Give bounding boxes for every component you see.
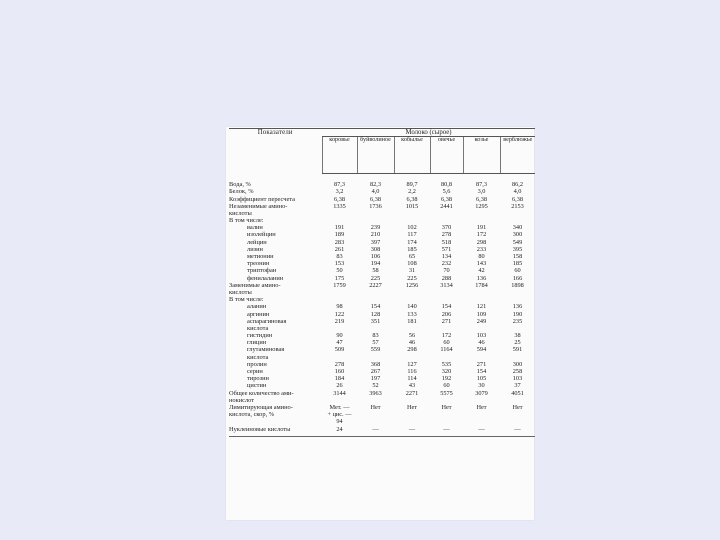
value-cell: 121 [476,303,487,311]
table-row [229,254,535,261]
row-label: кислоты [229,288,252,296]
table-body [229,174,535,436]
row-label: глицин [247,339,267,347]
value-cell: 267 [370,368,381,375]
value-cell: 1784 [475,281,488,289]
value-cell: 535 [441,360,452,368]
value-cell: 80 [478,253,485,260]
value-cell: 60 [443,382,450,390]
table-row [229,376,535,383]
value-cell: 6,38 [511,195,524,203]
value-cell: 2153 [511,202,524,210]
value-cell: 233 [476,245,487,253]
value-cell: 50 [336,267,343,275]
value-cell: 6,38 [333,195,346,203]
value-cell: 43 [408,382,416,390]
value-cell: 58 [372,267,379,275]
value-cell: 117 [407,231,417,239]
value-cell: 559 [370,346,381,354]
value-cell: 172 [441,332,452,340]
value-cell: 174 [407,238,417,246]
value-cell: 192 [441,375,452,383]
value-cell: 42 [478,267,485,275]
value-cell: 82,3 [369,181,382,189]
table-row [229,218,535,225]
value-cell: Нет [406,403,418,411]
value-cell: 52 [372,382,379,390]
value-cell: 3963 [369,389,382,397]
value-cell [357,290,394,297]
value-cell [357,211,394,218]
value-cell: 591 [512,346,523,354]
value-cell: 102 [407,224,417,232]
row-label: Лимитирующая амино- [229,403,293,411]
value-cell: Нет [441,403,452,411]
value-cell: 26 [336,382,343,390]
value-cell: 94 [336,418,343,426]
row-label: Общее количество ами- [229,389,294,397]
row-label: нокислот [229,396,255,404]
row-label: фенилаланин [247,274,284,282]
value-cell: 105 [476,375,487,383]
value-cell: 87,3 [333,181,346,189]
value-cell: 1759 [333,281,346,289]
value-cell: 4,0 [371,188,380,196]
value-cell [500,211,535,218]
value-cell: 60 [514,267,521,275]
table-row [229,427,535,437]
value-cell [500,412,535,419]
value-cell: 114 [407,375,417,383]
value-cell: 89,7 [406,181,418,189]
value-cell [430,290,463,297]
value-cell: 239 [370,224,381,232]
value-cell: 3144 [333,389,346,397]
row-label: метионин [247,253,274,260]
row-label: треонин [247,260,270,268]
value-cell: 288 [441,274,452,282]
value-cell: 30 [478,382,485,390]
row-label: пролин [247,360,267,368]
value-cell: 65 [408,253,416,260]
value-cell: 283 [334,238,345,246]
value-cell: 46 [408,339,416,347]
table-row [229,391,535,398]
value-cell: 184 [334,375,345,383]
row-label: Белок, % [229,188,254,196]
value-cell: 1335 [333,202,346,210]
value-cell: 134 [441,253,452,260]
value-cell: 106 [370,253,381,260]
value-cell: Мет. — [329,403,350,411]
table-row [229,319,535,326]
value-cell: 300 [512,360,523,368]
value-cell: 90 [336,332,343,340]
value-cell: 136 [512,303,523,311]
row-label: В том числе: [229,296,264,304]
value-cell: 31 [408,267,416,275]
value-cell: Нет [512,403,523,411]
value-cell: 271 [441,317,452,325]
scanned-table-page [226,127,534,520]
value-cell: 1256 [405,281,419,289]
value-cell: — [430,427,463,437]
value-cell [322,211,357,218]
row-label: лизин [247,245,263,253]
value-cell: Нет [476,403,487,411]
row-label: аспарагиновая [247,317,287,325]
row-label: кислоты [229,209,252,217]
value-cell: 300 [512,231,523,239]
value-cell: 3079 [475,389,488,397]
table-row [229,412,535,419]
value-cell [394,412,430,419]
row-label: цистин [247,382,267,390]
value-cell: 1015 [405,202,419,210]
table-row [229,369,535,376]
value-cell: 175 [334,274,345,282]
value-cell: 206 [441,310,452,318]
col-header-sheep: овечье [430,137,463,174]
value-cell: 166 [512,274,523,282]
value-cell: 6,38 [475,195,488,203]
row-label: кислота, скор, % [229,411,275,419]
value-cell: 370 [441,224,452,232]
value-cell: 83 [336,253,343,260]
value-cell: 133 [407,310,417,318]
value-cell: 509 [334,346,345,354]
value-cell: 83 [372,332,379,340]
value-cell: 185 [407,245,417,253]
value-cell: 549 [512,238,523,246]
value-cell: 571 [441,245,452,253]
table-row [229,304,535,311]
value-cell: 2271 [405,389,419,397]
value-cell: 3,2 [335,188,344,196]
table-row [229,326,535,333]
row-label: тирозин [247,375,269,383]
value-cell: — [394,427,430,437]
row-label: серин [247,368,263,375]
value-cell: 219 [334,317,345,325]
value-cell [463,290,500,297]
value-cell: 153 [334,260,345,268]
value-cell: 190 [512,310,523,318]
value-cell [463,412,500,419]
value-cell: 194 [370,260,381,268]
col-header-camel: верблюжье [500,137,535,174]
value-cell: 57 [372,339,379,347]
value-cell: 1164 [440,346,453,354]
value-cell: + цис. — [327,411,352,419]
value-cell [500,290,535,297]
value-cell: 308 [370,245,381,253]
col-header-goat: козье [463,137,500,174]
value-cell: 191 [334,224,345,232]
value-cell [430,211,463,218]
value-cell: 189 [334,231,345,239]
value-cell: 87,3 [475,181,488,189]
value-cell: 6,38 [369,195,382,203]
value-cell: 235 [512,317,523,325]
value-cell: 518 [441,238,452,246]
value-cell: 46 [478,339,485,347]
value-cell: 191 [476,224,487,232]
value-cell: 47 [336,339,343,347]
value-cell: 37 [514,382,521,390]
row-label: аргинин [247,310,270,318]
value-cell: Нет [370,403,381,411]
value-cell: 340 [512,224,523,232]
value-cell: 6,38 [406,195,418,203]
value-cell: 158 [512,253,523,260]
row-label: аланин [247,303,267,311]
value-cell: 172 [476,231,487,239]
table-row [229,247,535,254]
table-row [229,333,535,340]
value-cell: 6,38 [440,195,453,203]
value-cell: 56 [408,332,416,340]
value-cell: 320 [441,368,452,375]
value-cell: 278 [334,360,345,368]
milk-group-header: Молоко (сырое) [322,129,535,137]
value-cell: 261 [334,245,345,253]
row-label: лейцин [247,238,267,246]
table-row [229,290,535,297]
table-row [229,240,535,247]
value-cell: 368 [370,360,381,368]
value-cell: 395 [512,245,523,253]
value-cell [430,412,463,419]
value-cell: 25 [514,339,521,347]
value-cell: 154 [441,303,452,311]
table-row [229,362,535,369]
value-cell: — [357,427,394,437]
value-cell: 98 [336,303,343,311]
value-cell: 103 [512,375,523,383]
value-cell: 122 [334,310,345,318]
value-cell: 4051 [511,389,524,397]
value-cell: 351 [370,317,381,325]
value-cell: 103 [476,332,487,340]
value-cell: 2,2 [408,188,416,196]
value-cell: 5,6 [442,188,451,196]
value-cell: 127 [407,360,417,368]
row-label: Заменимые амино- [229,281,281,289]
value-cell: 298 [407,346,417,354]
row-label: Нуклеиновые кислоты [229,427,322,437]
value-cell: 38 [514,332,521,340]
value-cell: 154 [476,368,487,375]
value-cell: 154 [370,303,381,311]
value-cell [357,412,394,419]
value-cell: 2441 [440,202,453,210]
value-cell: 278 [441,231,452,239]
value-cell: 136 [476,274,487,282]
row-label: Незаменимые амино- [229,202,288,210]
value-cell: 1736 [369,202,382,210]
value-cell: — [463,427,500,437]
value-cell [463,211,500,218]
table-row [229,405,535,412]
row-label: валин [247,224,263,232]
value-cell: 3134 [440,281,453,289]
value-cell: 232 [441,260,452,268]
value-cell [394,211,430,218]
value-cell [322,290,357,297]
col-header-mare: кобылье [394,137,430,174]
value-cell: 140 [407,303,417,311]
col-header-buffalo: буйволиное [357,137,394,174]
table-row [229,232,535,239]
value-cell: 594 [476,346,487,354]
row-label: гистидин [247,332,273,340]
value-cell: — [500,427,535,437]
value-cell: 5575 [440,389,453,397]
table-row [229,347,535,354]
table-row [229,283,535,290]
value-cell: 249 [476,317,487,325]
row-label: глутаминовая [247,346,285,354]
indicator-header: Показатели [229,129,322,174]
value-cell: 258 [512,368,523,375]
value-cell: 1295 [475,202,488,210]
row-label: Вода, % [229,181,251,189]
value-cell: 70 [443,267,450,275]
value-cell: 4,0 [513,188,522,196]
value-cell: 298 [476,238,487,246]
value-cell: 108 [407,260,417,268]
value-cell: 116 [407,368,417,375]
value-cell: 24 [322,427,357,437]
value-cell: 197 [370,375,381,383]
table-row [229,182,535,189]
amino-acid-table [229,128,535,437]
row-label: кислота [247,353,269,361]
value-cell: 1898 [511,281,524,289]
value-cell: 225 [370,274,381,282]
value-cell: 181 [407,317,417,325]
value-cell: 185 [512,260,523,268]
value-cell: 143 [476,260,487,268]
row-label: триптофан [247,267,277,275]
value-cell: 210 [370,231,381,239]
value-cell: 60 [443,339,450,347]
value-cell: 80,8 [440,181,453,189]
value-cell: 3,0 [477,188,486,196]
row-label: изолейцин [247,231,276,239]
row-label: Коэффициент пересчета [229,195,295,203]
value-cell: 2227 [369,281,382,289]
col-header-cow: коровье [322,137,357,174]
table-row [229,355,535,362]
value-cell: 128 [370,310,381,318]
row-label: кислота [247,324,269,332]
value-cell: 109 [476,310,487,318]
value-cell: 160 [334,368,345,375]
row-label: В том числе: [229,217,264,225]
value-cell [394,290,430,297]
table-row [229,204,535,211]
value-cell: 271 [476,360,487,368]
value-cell: 397 [370,238,381,246]
value-cell: 86,2 [511,181,524,189]
table-row [229,297,535,304]
table-row [229,211,535,218]
value-cell: 225 [407,274,417,282]
